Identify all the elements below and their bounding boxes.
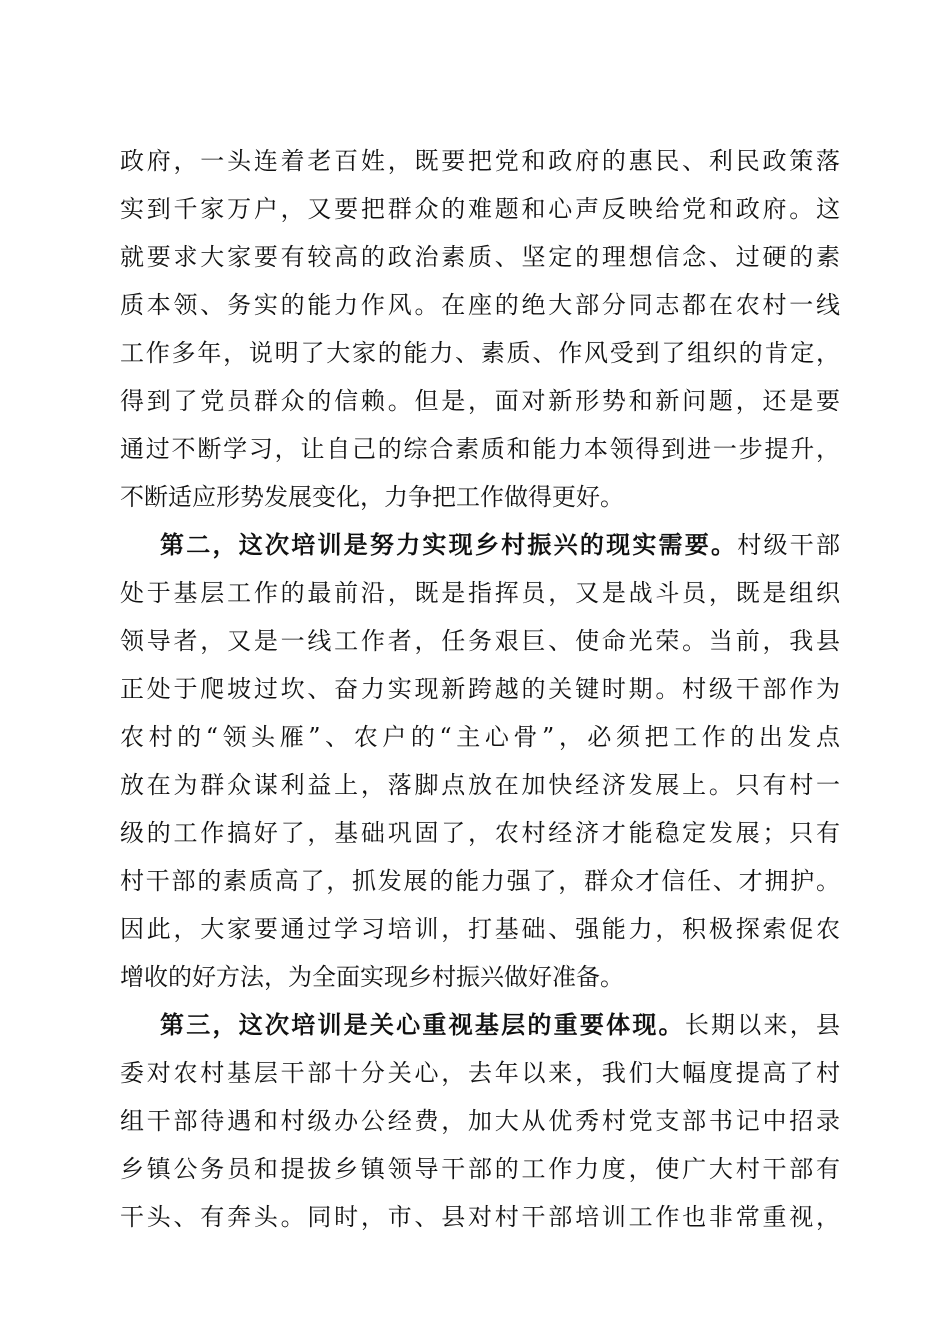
paragraph-2-line-8: 村干部的素质高了，抓发展的能力强了，群众才信任、才拥护。 xyxy=(120,867,840,895)
paragraph-2-first-line xyxy=(160,522,840,568)
paragraph-1-line-3: 就要求大家要有较高的政治素质、坚定的理想信念、过硬的素 xyxy=(120,243,840,271)
paragraph-3-line-3: 组干部待遇和村级办公经费，加大从优秀村党支部书记中招录 xyxy=(120,1107,840,1135)
paragraph-3-line-4: 乡镇公务员和提拔乡镇领导干部的工作力度，使广大村干部有 xyxy=(120,1155,840,1183)
paragraph-1-line-1: 政府，一头连着老百姓，既要把党和政府的惠民、利民政策落 xyxy=(120,147,840,175)
paragraph-3-first-line xyxy=(160,1002,840,1048)
paragraph-1-line-7: 通过不断学习，让自己的综合素质和能力本领得到进一步提升， xyxy=(120,435,840,463)
paragraph-2-first-line-rest: 村级干部 xyxy=(737,531,840,559)
paragraph-2-line-10: 增收的好方法，为全面实现乡村振兴做好准备。 xyxy=(120,963,624,991)
paragraph-1-line-2: 实到千家万户，又要把群众的难题和心声反映给党和政府。这 xyxy=(120,195,840,223)
paragraph-2-line-9: 因此，大家要通过学习培训，打基础、强能力，积极探索促农 xyxy=(120,915,840,943)
paragraph-2-line-3: 领导者，又是一线工作者，任务艰巨、使命光荣。当前，我县 xyxy=(120,627,840,655)
paragraph-2-line-4: 正处于爬坡过坎、奋力实现新跨越的关键时期。村级干部作为 xyxy=(120,675,840,703)
paragraph-3-line-2: 委对农村基层干部十分关心，去年以来，我们大幅度提高了村 xyxy=(120,1059,840,1087)
paragraph-2-heading: 第二，这次培训是努力实现乡村振兴的现实需要。 xyxy=(160,530,738,559)
paragraph-1-line-6: 得到了党员群众的信赖。但是，面对新形势和新问题，还是要 xyxy=(120,387,840,415)
paragraph-2-line-6: 放在为群众谋利益上，落脚点放在加快经济发展上。只有村一 xyxy=(120,771,840,799)
paragraph-2-line-5: 农村的“领头雁”、农户的“主心骨”，必须把工作的出发点 xyxy=(120,723,840,751)
paragraph-2-line-2: 处于基层工作的最前沿，既是指挥员，又是战斗员，既是组织 xyxy=(120,579,840,607)
paragraph-2-line-7: 级的工作搞好了，基础巩固了，农村经济才能稳定发展；只有 xyxy=(120,819,840,847)
paragraph-1-line-8: 不断适应形势发展变化，力争把工作做得更好。 xyxy=(120,483,624,511)
paragraph-3-line-5: 干头、有奔头。同时，市、县对村干部培训工作也非常重视， xyxy=(120,1203,840,1231)
paragraph-1-line-5: 工作多年，说明了大家的能力、素质、作风受到了组织的肯定， xyxy=(120,339,840,367)
paragraph-3-first-line-rest: 长期以来，县 xyxy=(684,1011,840,1039)
paragraph-1-line-4: 质本领、务实的能力作风。在座的绝大部分同志都在农村一线 xyxy=(120,291,840,319)
paragraph-3-heading: 第三，这次培训是关心重视基层的重要体现。 xyxy=(160,1010,685,1039)
